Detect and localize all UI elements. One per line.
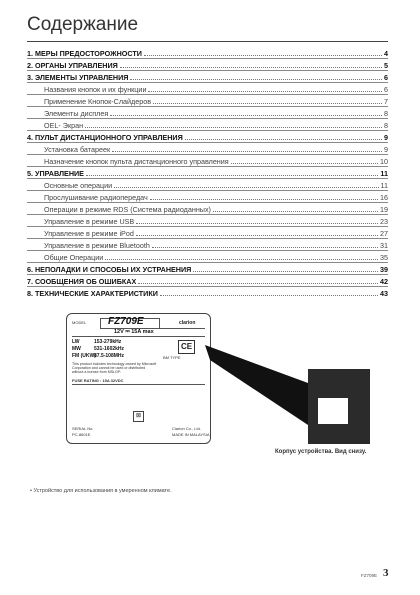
toc-page: 39	[380, 265, 388, 274]
toc-label: Управление в режиме iPod	[44, 229, 134, 238]
toc-label: Прослушивание радиопередач	[44, 193, 148, 202]
serial-label: SERIAL No.	[72, 426, 94, 431]
climate-note: • Устройство для использования в умеренном климате.	[30, 488, 172, 494]
band-freq: 87.5-108MHz	[94, 353, 125, 359]
toc-label: 8. ТЕХНИЧЕСКИЕ ХАРАКТЕРИСТИКИ	[27, 289, 158, 298]
toc-label: Установка батареек	[44, 145, 111, 154]
toc-page: 4	[384, 49, 388, 58]
maker: Clarion Co., Ltd.	[172, 426, 201, 431]
model-label: MODEL	[72, 320, 87, 325]
toc-label: Назначение кнопок пульта дистанционного управления	[44, 157, 229, 166]
footer-model-code: FZ709E	[361, 573, 378, 578]
ce-mark: CE	[178, 340, 195, 354]
toc-label: 6. НЕПОЛАДКИ И СПОСОБЫ ИХ УСТРАНЕНИЯ	[27, 265, 192, 274]
weee-bin-icon: ⊠	[133, 411, 144, 422]
toc-page: 23	[380, 217, 388, 226]
bt-type: BM TYPE	[163, 355, 181, 360]
toc-page: 11	[380, 181, 388, 190]
device-label-area	[318, 398, 348, 424]
toc-label: 2. ОРГАНЫ УПРАВЛЕНИЯ	[27, 61, 118, 70]
toc-page: 9	[384, 145, 388, 154]
model-name: FZ709E	[108, 316, 144, 327]
toc-label: OEL- Экран	[44, 121, 84, 130]
toc-page: 11	[380, 169, 388, 178]
toc-page: 19	[380, 205, 388, 214]
toc-label: Элементы дисплея	[44, 109, 109, 118]
figure-caption: Корпус устройства. Вид снизу.	[275, 449, 367, 455]
toc-label: Общие Операции	[44, 253, 104, 262]
fine-print: This product includes technology owned by Microsoft Corporation and cannot be used or distributed without a license from MSLGP.	[72, 362, 157, 375]
brand-logo: clarion	[179, 320, 196, 326]
origin: MADE IN MALAYSIA	[172, 432, 210, 437]
band-freq: 153-279kHz	[94, 339, 122, 345]
toc-page: 6	[384, 73, 388, 82]
toc-label: Операции в режиме RDS (Система радиоданных)	[44, 205, 211, 214]
toc-label: Названия кнопок и их функции	[44, 85, 147, 94]
toc-label: Основные операции	[44, 181, 113, 190]
band-label: LW	[72, 339, 80, 345]
toc-page: 43	[380, 289, 388, 298]
toc-page: 42	[380, 277, 388, 286]
toc-label: 4. ПУЛЬТ ДИСТАНЦИОННОГО УПРАВЛЕНИЯ	[27, 133, 183, 142]
toc-page: 10	[380, 157, 388, 166]
pc-label: PC-8601E	[72, 432, 91, 437]
fuse-rating: FUSE RATING : 15A 32VDC	[72, 378, 124, 383]
toc-page: 6	[384, 85, 388, 94]
toc-label: Управление в режиме Bluetooth	[44, 241, 150, 250]
toc-label: 1. МЕРЫ ПРЕДОСТОРОЖНОСТИ	[27, 49, 142, 58]
toc-label: Управление в режиме USB	[44, 217, 135, 226]
page-title: Содержание	[27, 14, 139, 35]
toc-page: 8	[384, 121, 388, 130]
toc-label: 5. УПРАВЛЕНИЕ	[27, 169, 84, 178]
toc-page: 5	[384, 61, 388, 70]
band-label: FM (UKW)	[72, 353, 96, 359]
toc-page: 35	[380, 253, 388, 262]
toc-page: 31	[380, 241, 388, 250]
toc-page: 7	[384, 97, 388, 106]
band-label: MW	[72, 346, 81, 352]
toc-label: Применение Кнопок-Слайдеров	[44, 97, 152, 106]
toc-label: 7. СООБЩЕНИЯ ОБ ОШИБКАХ	[27, 277, 137, 286]
toc-page: 27	[380, 229, 388, 238]
toc-page: 16	[380, 193, 388, 202]
toc-label: 3. ЭЛЕМЕНТЫ УПРАВЛЕНИЯ	[27, 73, 129, 82]
band-freq: 531-1602kHz	[94, 346, 125, 352]
toc-page: 8	[384, 109, 388, 118]
power-rating: 12V ⎓ 15A max	[114, 329, 154, 335]
toc-page: 9	[384, 133, 388, 142]
page-number: 3	[383, 567, 389, 579]
